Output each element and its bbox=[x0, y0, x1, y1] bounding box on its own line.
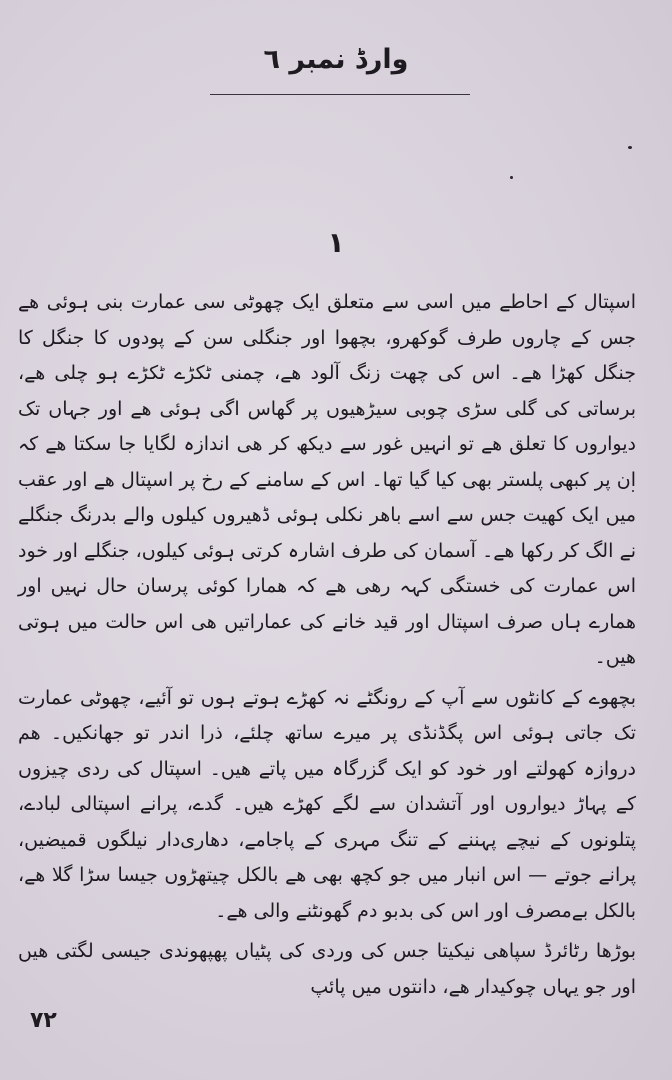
paragraph: اسپتال کے احاطے میں اسی سے متعلق ایک چھوٹی سی عمارت بنی ہوئی ھے جس کے چاروں طرف گوکھرو، بچھوا اور جنگلی سن کے پودوں کا جنگل کا جنگل کھڑا ھے۔ اس کی چھت زنگ آلود ھے، چمنی ٹکڑے ٹکڑے ہو چلی ھے، برساتی کی گلی سڑی چوبی سیڑھیوں پر گھاس اگی ہوئی ھے اور جہاں تک دیواروں کا تعلق ھے تو انہیں غور سے دیکھ کر ھی اندازہ لگایا جا سکتا ھے کہ ان پر کبھی پلستر بھی کیا گیا تھا۔ اس کے سامنے کے رخ پر اسپتال ھے اور عقب میں ایک کھیت جس سے اسے باھر نکلی ہوئی ڈھیروں کیلوں والے بدرنگ جنگلے نے الگ کر رکھا ھے۔ آسمان کی طرف اشارہ کرتی ہوئی کیلوں، جنگلے اور خود اس عمارت کی خستگی کہہ رھی ھے کہ ھمارا کوئی پرسان حال نہیں اور ھمارے ہاں صرف اسپتال اور قید خانے کی عماراتیں ھی اس حالت میں ہوتی ھیں۔ bbox=[18, 291, 636, 668]
section-number: ١ bbox=[327, 226, 345, 259]
chapter-title: وارڈ نمبر ٦ bbox=[263, 44, 409, 75]
paragraph: بچھوے کے کانٹوں سے آپ کے رونگٹے نہ کھڑے ہوتے ہوں تو آئیے، چھوٹی عمارت تک جاتی ہوئی اس پگڈنڈی پر میرے ساتھ چلئے، ذرا اندر تو جھانکیں۔ ھم دروازہ کھولتے اور خود کو ایک گزرگاہ میں پاتے ھیں۔ اسپتال کی ردی چیزوں کے پہاڑ دیواروں اور آتشدان سے لگے کھڑے ھیں۔ گدے، پرانے اسپتالی لبادے، پتلونوں کے نیچے پہننے کے تنگ مہری کے پاجامے، دھاری‌دار نیلگوں قمیضیں، پرانے جوتے — اس انبار میں جو کچھ بھی ھے بالکل چیتھڑوں جیسا سڑا گلا ھے، بالکل بےمصرف اور اس کی بدبو دم گھونٹنے والی ھے۔ bbox=[18, 686, 636, 922]
paper-speck bbox=[510, 176, 513, 179]
title-underline bbox=[210, 94, 470, 95]
body-text bbox=[18, 285, 636, 1005]
paper-speck bbox=[628, 146, 632, 149]
paragraph: بوڑھا رٹائرڈ سپاھی نیکیتا جس کی وردی کی پٹیاں پھپھوندی جیسی لگتی ھیں اور جو یہاں چوکیدار ھے، دانتوں میں پائپ bbox=[18, 940, 636, 998]
page-number: ٧٢ bbox=[30, 1008, 57, 1033]
